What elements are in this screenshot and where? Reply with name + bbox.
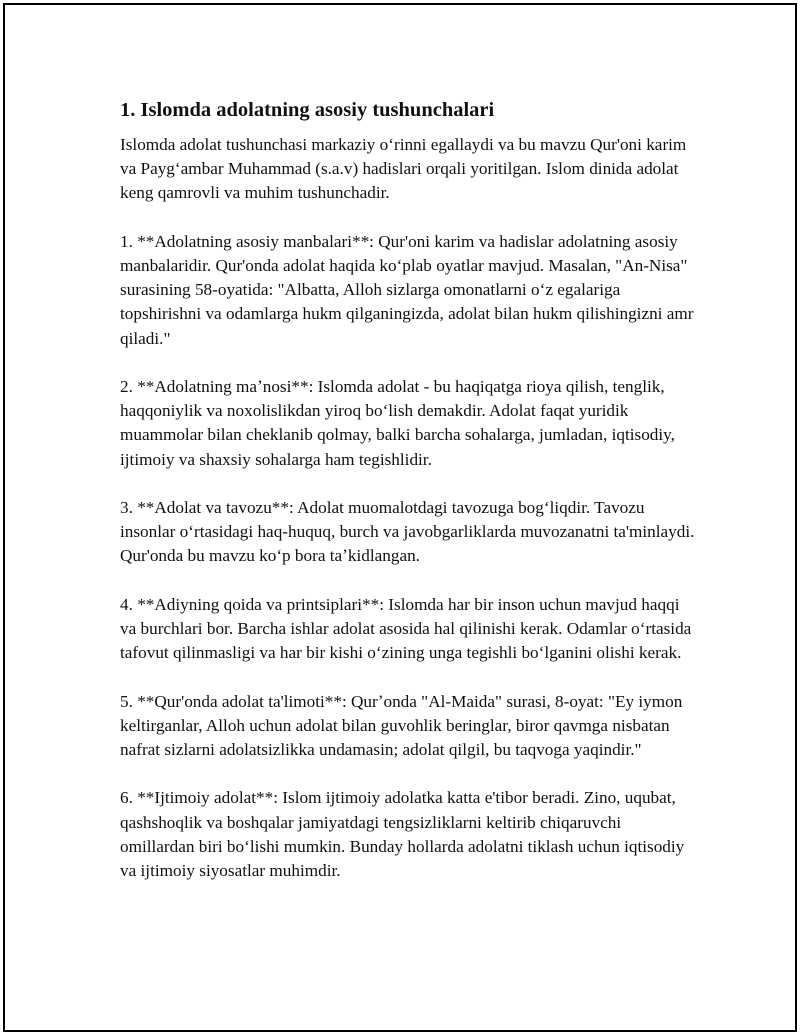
paragraph-sources: 1. **Adolatning asosiy manbalari**: Qur'oni karim va hadislar adolatning asosiy manbalaridir. Qur'onda adolat haqida koʻplab oyatlar mavjud. Masalan, "An-Nisa" surasining 58-oyatida: "Albatta, Alloh sizlarga omonatlarni oʻz egalariga topshirishni va odamlarga hukm qilganingizda, adolat bilan hukm qilishingizni amr qiladi." [120, 231, 694, 348]
paragraph-humility: 3. **Adolat va tavozu**: Adolat muomalotdagi tavozuga bogʻliqdir. Tavozu insonlar oʻrtasidagi haq-huquq, burch va javobgarliklarda muvozanatni ta'minlaydi. Qur'onda bu mavzu koʻp bora taʼkidlangan. [120, 498, 695, 566]
paragraph-quran-teaching: 5. **Qur'onda adolat ta'limoti**: Qurʼonda "Al-Maida" surasi, 8-oyat: "Ey iymon keltirganlar, Alloh uchun adolat bilan guvohlik beringlar, biror qavmga nisbatan nafrat sizlarni adolatsizlikka undamasin; adolat qilgil, bu taqvoga yaqindir." [120, 691, 683, 759]
paragraph-principles: 4. **Adiyning qoida va printsiplari**: Islomda har bir inson uchun mavjud haqqi va burchlari bor. Barcha ishlar adolat asosida hal qilinishi kerak. Odamlar oʻrtasida tafovut qilinmasligi va har bir kishi oʻzining unga tegishli boʻlganini olishi kerak. [120, 594, 692, 663]
paragraph-meaning: 2. **Adolatning maʼnosi**: Islomda adolat - bu haqiqatga rioya qilish, tenglik, haqqoniylik va noxolislikdan yiroq boʻlish demakdir. Adolat faqat yuridik muammolar bilan cheklanib qolmay, balki barcha sohalarga, jumladan, iqtisodiy, ijtimoiy va shaxsiy sohalarga ham tegishlidir. [120, 377, 675, 469]
document-page [3, 3, 797, 1032]
paragraph-social-justice: 6. **Ijtimoiy adolat**: Islom ijtimoiy adolatka katta e'tibor beradi. Zino, uqubat, qashshoqlik va boshqalar jamiyatdagi tengsizliklarni keltirib chiqaruvchi omillardan biri boʻlishi mumkin. Bunday hollarda adolatni tiklash uchun iqtisodiy va ijtimoiy siyosatlar muhimdir. [120, 788, 685, 880]
section-heading: 1. Islomda adolatning asosiy tushunchalari [120, 99, 495, 121]
intro-paragraph: Islomda adolat tushunchasi markaziy oʻrinni egallaydi va bu mavzu Qur'oni karim va Paygʻambar Muhammad (s.a.v) hadislari orqali yoritilgan. Islom dinida adolat keng qamrovli va muhim tushunchadir. [120, 135, 687, 203]
document-body [120, 97, 695, 907]
